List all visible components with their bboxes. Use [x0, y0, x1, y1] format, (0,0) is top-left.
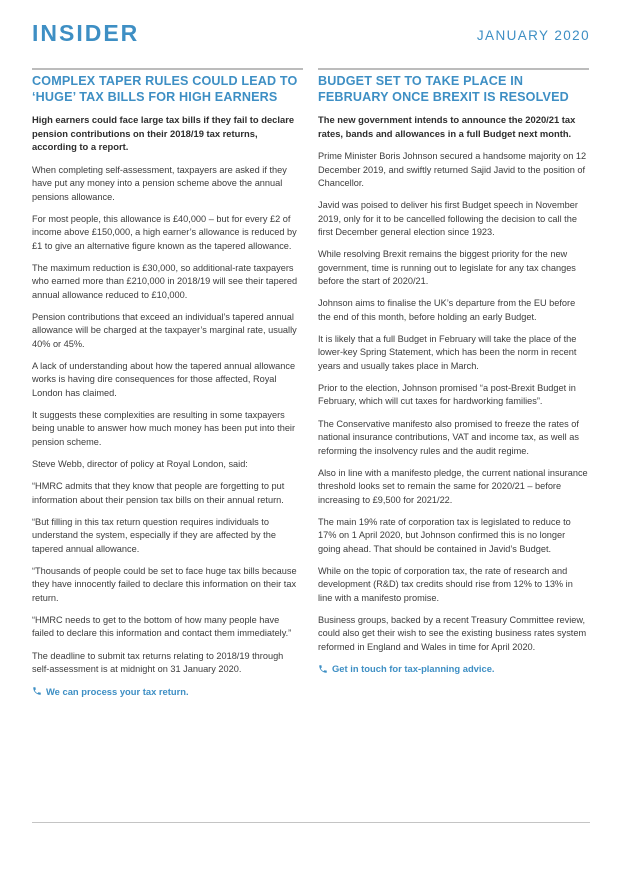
article-paragraph: It suggests these complexities are resulting in some taxpayers being unable to answer how much money has been put into their pension scheme. — [32, 409, 296, 447]
tax-planning-advice-link[interactable] — [318, 663, 589, 674]
article-paragraph: “But filling in this tax return question requires individuals to understand the system, especially if they are affected by the tapered annual allowance. — [32, 516, 276, 554]
footer-divider — [32, 822, 590, 823]
article-title: COMPLEX TAPER RULES COULD LEAD TO ‘HUGE’ TAX BILLS FOR HIGH EARNERS — [32, 74, 298, 104]
article-paragraph: For most people, this allowance is £40,000 – but for every £2 of income above £150,000, a high earner’s allowance is reduced by £1 to give an alternative figure known as the tapered allowance. — [32, 213, 297, 251]
article-paragraph: Pension contributions that exceed an individual’s tapered annual allowance will be charged at the taxpayer’s marginal rate, usually 40% or 45%. — [32, 311, 297, 349]
article-paragraph: Johnson aims to finalise the UK’s departure from the EU before the end of this month, before holding an early Budget. — [318, 298, 576, 322]
article-paragraph: The maximum reduction is £30,000, so additional-rate taxpayers who earned more than £210,000 in 2018/19 will see their tapered annual allowance reduced to £10,000. — [32, 262, 298, 300]
cta-label: We can process your tax return. — [46, 685, 189, 697]
article-paragraph: Prime Minister Boris Johnson secured a handsome majority on 12 December 2019, and swiftly returned Sajid Javid to the position of Chancellor. — [318, 151, 587, 188]
newsletter-title: INSIDER — [32, 20, 140, 46]
article-paragraph: The Conservative manifesto also promised to freeze the rates of national insurance contributions, VAT and income tax, as well as reforming the insolvency rules and the audit regime. — [318, 418, 579, 456]
article-paragraph: When completing self-assessment, taxpayers are asked if they have put any money into a pension scheme above the annual pensions allowance. — [32, 164, 287, 202]
article-paragraph: Business groups, backed by a recent Treasury Committee review, could also get their wish to see the existing business rates system reformed in England and Wales in time for April 2020. — [318, 614, 587, 652]
article-paragraph: A lack of understanding about how the tapered annual allowance works is having dire consequences for those affected, Royal London has claimed. — [32, 360, 296, 398]
article-paragraph: Also in line with a manifesto pledge, the current national insurance threshold looks set to remain the same for 2020/21 – before increasing to £9,500 for 2021/22. — [318, 467, 588, 505]
page-header — [32, 20, 590, 52]
issue-date: JANUARY 2020 — [476, 28, 590, 43]
phone-icon — [318, 664, 328, 674]
article-paragraph: It is likely that a full Budget in February will take the place of the lower-key Spring Statement, which has been the norm in recent years and usually takes place in March. — [318, 333, 577, 371]
article-divider — [32, 68, 303, 70]
left-article — [32, 68, 303, 697]
article-paragraph: The main 19% rate of corporation tax is legislated to reduce to 17% on 1 April 2020, but Johnson confirmed this is no longer going ahead. That should be contained in Javid’s Budget. — [318, 516, 571, 554]
process-tax-return-link[interactable] — [32, 686, 303, 697]
article-paragraph: “HMRC admits that they know that people are forgetting to put information about their pension tax bills on their annual return. — [32, 481, 285, 505]
article-paragraph: The deadline to submit tax returns relating to 2018/19 through self-assessment is at midnight on 31 January 2020. — [32, 650, 284, 675]
article-title: BUDGET SET TO TAKE PLACE IN FEBRUARY ONCE BREXIT IS RESOLVED — [318, 74, 569, 104]
article-paragraph: Steve Webb, director of policy at Royal London, said: — [32, 459, 248, 470]
article-paragraph: “Thousands of people could be set to face huge tax bills because they have innocently failed to declare this information on their tax return. — [32, 565, 297, 603]
article-paragraph: Prior to the election, Johnson promised “a post-Brexit Budget in February, which will cut taxes for hardworking families”. — [318, 382, 576, 407]
article-lead: High earners could face large tax bills if they fail to declare pension contributions on their 2018/19 tax returns, according to a report. — [32, 114, 295, 152]
article-lead: The new government intends to announce the 2020/21 tax rates, bands and allowances in a full Budget next month. — [318, 114, 576, 139]
article-paragraph: While on the topic of corporation tax, the rate of research and development (R&D) tax credits should rise from 12% to 13% in line with a manifesto promise. — [318, 565, 573, 603]
right-article — [318, 68, 589, 674]
phone-icon — [32, 686, 42, 696]
article-paragraph: “HMRC needs to get to the bottom of how many people have failed to declare this information and contact them immediately.” — [32, 614, 292, 639]
article-paragraph: Javid was poised to deliver his first Budget speech in November 2019, only for it to be cancelled following the decision to call the first December general election since 1923. — [318, 200, 578, 238]
cta-label: Get in touch for tax-planning advice. — [332, 663, 495, 675]
article-divider — [318, 68, 589, 70]
article-paragraph: While resolving Brexit remains the biggest priority for the new government, time is running out to legislate for any tax changes before the start of 2020/21. — [318, 249, 576, 287]
